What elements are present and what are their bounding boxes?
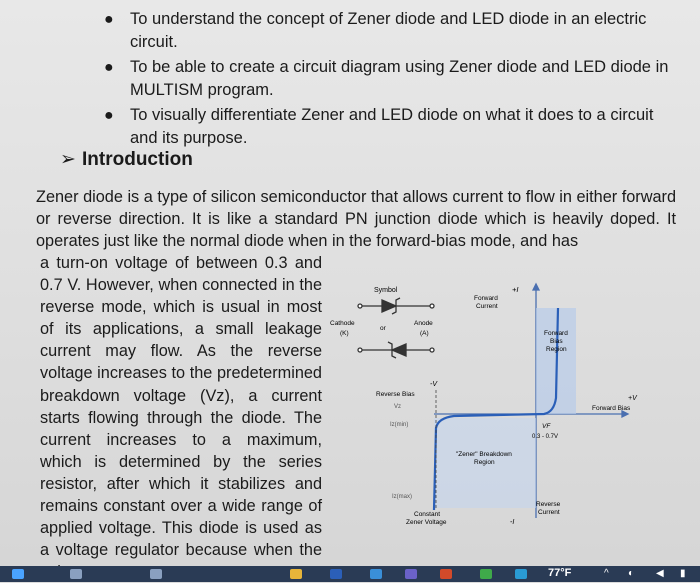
iz-max-label: Iz(max) [392,494,412,500]
objective-text: To be able to create a circuit diagram using Zener diode and LED diode in MULTISM program. [130,58,669,99]
forward-region-label-2: Bias [550,338,563,345]
battery-icon[interactable]: ▮ [680,568,686,579]
zener-breakdown-label-2: Region [474,459,495,466]
reverse-bias-label: Reverse Bias [376,391,415,398]
vf-label: VF [542,423,551,430]
windows-icon[interactable] [12,569,24,579]
forward-current-label-1: Forward [474,295,498,302]
browser-icon[interactable] [370,569,382,579]
objective-text: To visually differentiate Zener and LED diode on what it does to a circuit and its purpose. [130,106,654,147]
chrome-icon[interactable] [480,569,492,579]
search-icon[interactable] [70,569,82,579]
word-icon[interactable] [330,569,342,579]
bullet-icon: ● [104,11,114,28]
objectives-list [100,8,680,152]
forward-bias-axis-label: Forward Bias [592,405,631,412]
taskbar [0,566,700,582]
speaker-icon[interactable]: ◀ [656,568,664,579]
reverse-current-label-2: Current [538,509,560,516]
or-label: or [380,325,386,332]
iz-min-label: Iz(min) [390,422,409,428]
reverse-current-label-1: Reverse [536,501,561,508]
constant-label-1: Constant [414,511,441,518]
edge-icon[interactable] [515,569,527,579]
anode-label: Anode [414,320,433,327]
forward-region-label-3: Region [546,346,567,353]
vz-small-label: Vz [394,404,402,410]
plus-if-label: +I [512,285,519,294]
list-item [100,56,680,102]
list-item [100,104,680,150]
constant-label-2: Zener Voltage [406,519,447,526]
vz-axis-label: -V [430,381,437,388]
zener-breakdown-label-1: "Zener" Breakdown [456,451,512,458]
paragraph-full-width: Zener diode is a type of silicon semiconductor that allows current to flow in either forward or reverse direction. It is like a standard PN junction diode which is heavily doped. It operates just like the normal diode when in the forward-bias mode, and has [36,188,676,250]
forward-current-label-2: Current [476,303,498,310]
minus-ir-label: -I [510,519,515,526]
plus-vf-label: +V [628,395,637,402]
zener-symbol-bottom-icon [358,342,434,358]
arrow-bullet-icon: ➢ [60,149,76,170]
objective-text: To understand the concept of Zener diode and LED diode in an electric circuit. [130,10,647,51]
list-item [100,8,680,54]
paragraph-beside-figure: a turn-on voltage of between 0.3 and 0.7 V. However, when connected in the reverse mode, which is usual in most of its applications, a small leakage current may flow. As the reverse voltage increases to the predetermined breakdown voltage (Vz), a current starts flowing through the diode. The current increases to a maximum, which is determined by the series resistor, after which it stabilizes and remains constant over a wide range of applied voltage. This diode is used as a voltage regulator because when the [40,254,322,560]
file-explorer-icon[interactable] [290,569,302,579]
heading-text: Introduction [82,149,193,170]
symbol-label: Symbol [374,287,398,294]
chevron-up-icon[interactable]: ^ [604,568,609,579]
taskview-icon[interactable] [150,569,162,579]
zener-iv-characteristic-figure [322,278,700,540]
bullet-icon: ● [104,107,114,124]
zener-symbol-top-icon [358,298,434,314]
section-heading [60,148,193,171]
forward-region-label-1: Forward [544,330,568,337]
bullet-icon: ● [104,59,114,76]
weather-temperature[interactable]: 77°F [548,567,572,579]
cathode-k-label: (K) [340,330,349,337]
cathode-label: Cathode [330,320,355,327]
anode-a-label: (A) [420,330,429,337]
teams-icon[interactable] [405,569,417,579]
network-icon[interactable]: ◐ [628,568,635,579]
vf-range-label: 0.3 - 0.7V [532,434,559,440]
powerpoint-icon[interactable] [440,569,452,579]
